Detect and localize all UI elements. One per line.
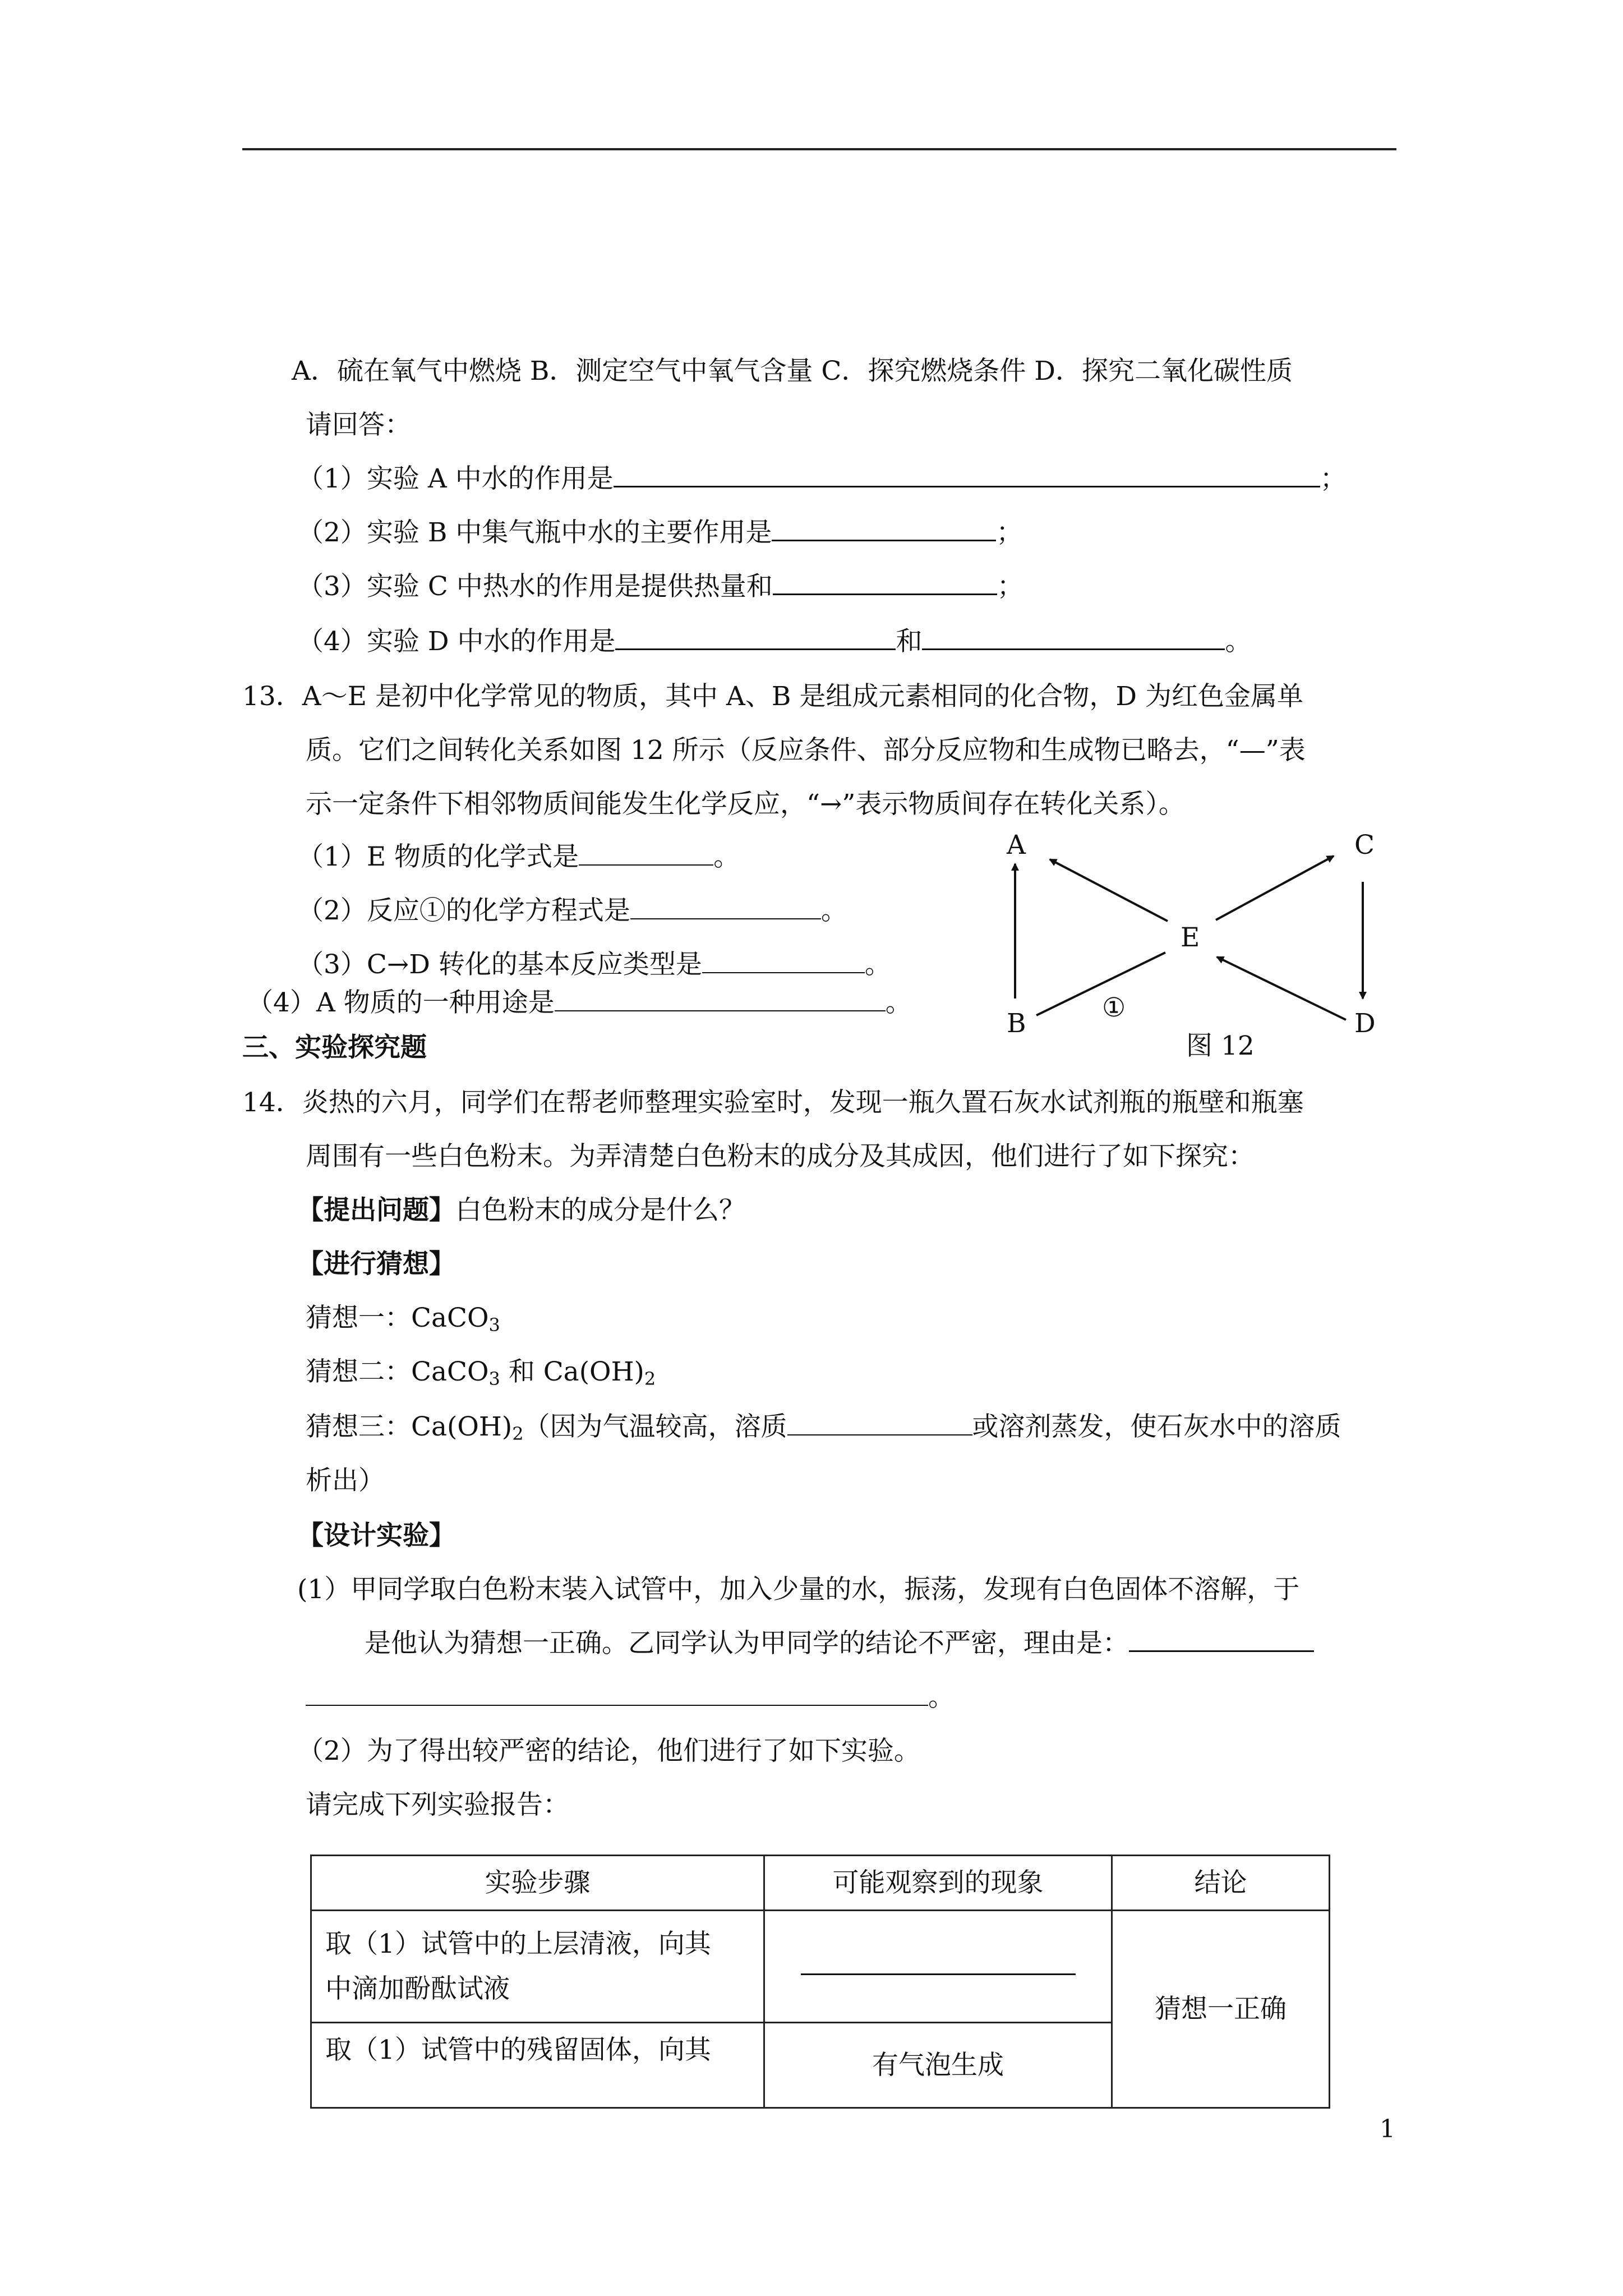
page-number: 1 bbox=[1380, 2115, 1395, 2143]
q12-sub2: （2）实验 B 中集气瓶中水的主要作用是 ； bbox=[297, 515, 1022, 551]
arrow-e-to-c bbox=[1216, 856, 1334, 920]
q13-sub3: （3）C→D 转化的基本反应类型是 。 bbox=[297, 947, 891, 983]
row2-step: 取（1）试管中的残留固体，向其 bbox=[311, 2023, 764, 2108]
hypothesis-2: 猜想二：CaCO$_3$ 和 $Ca(OH)_2$ bbox=[306, 1356, 656, 1389]
q13-line3: 示一定条件下相邻物质间能发生化学反应，“→”表示物质间存在转化关系）。 bbox=[306, 789, 1185, 820]
figure-caption: 图 12 bbox=[1186, 1030, 1255, 1061]
answer-blank[interactable] bbox=[630, 894, 821, 919]
answer-blank[interactable] bbox=[772, 515, 996, 541]
q12-prompt: 请回答： bbox=[306, 409, 411, 440]
answer-blank[interactable] bbox=[801, 1951, 1076, 1975]
q13-sub4: （4）A 物质的一种用途是 。 bbox=[247, 985, 912, 1021]
line-b-e bbox=[1036, 953, 1165, 1015]
hypothesis-3: 猜想三：$Ca(OH)_2$（因为气温较高，溶质 或溶剂蒸发，使石灰水中的溶质 bbox=[306, 1409, 1341, 1445]
q14-question: 【提出问题】白色粉末的成分是什么？ bbox=[297, 1195, 745, 1226]
section-heading: 三、实验探究题 bbox=[242, 1032, 427, 1063]
answer-blank[interactable] bbox=[555, 986, 886, 1011]
q12-sub4: （4）实验 D 中水的作用是 和 。 bbox=[297, 624, 1251, 660]
table-row bbox=[311, 1911, 1330, 2023]
experiment-report-table bbox=[310, 1855, 1330, 2109]
design-2: （2）为了得出较严密的结论，他们进行了如下实验。 bbox=[297, 1736, 920, 1766]
design-1-line3: 。 bbox=[306, 1680, 955, 1715]
node-a: A bbox=[1007, 830, 1026, 861]
q12-options-line: A．硫在氧气中燃烧 B．测定空气中氧气含量 C．探究燃烧条件 D．探究二氧化碳性质 bbox=[292, 356, 1293, 386]
row1-step: 取（1）试管中的上层清液，向其 中滴加酚酞试液 bbox=[311, 1911, 764, 2023]
q12-sub1: （1）实验 A 中水的作用是 ； bbox=[297, 461, 1347, 497]
answer-blank[interactable] bbox=[773, 569, 997, 595]
header-conclusion: 结论 bbox=[1112, 1856, 1330, 1911]
node-e: E bbox=[1181, 922, 1200, 953]
answer-blank[interactable] bbox=[579, 840, 713, 866]
q13-sub2: （2）反应①的化学方程式是 。 bbox=[297, 893, 847, 929]
q14-design-label: 【设计实验】 bbox=[297, 1520, 455, 1551]
arrow-e-to-a bbox=[1050, 859, 1168, 921]
header-rule bbox=[242, 148, 1396, 150]
figure-12 bbox=[987, 830, 1402, 1077]
design-1-line1: (1）甲同学取白色粉末装入试管中，加入少量的水，振荡，发现有白色固体不溶解，于 bbox=[297, 1574, 1300, 1605]
node-d: D bbox=[1354, 1008, 1376, 1039]
reaction-label: ① bbox=[1102, 992, 1126, 1023]
node-b: B bbox=[1007, 1008, 1026, 1039]
q13-sub1: （1）E 物质的化学式是 。 bbox=[297, 839, 740, 875]
row2-observation: 有气泡生成 bbox=[764, 2023, 1112, 2108]
node-c: C bbox=[1354, 830, 1375, 861]
header-observation: 可能观察到的现象 bbox=[764, 1856, 1112, 1911]
q13-line1: 13．A～E 是初中化学常见的物质，其中 A、B 是组成元素相同的化合物，D 为红色金属单 bbox=[242, 681, 1303, 712]
arrow-d-to-e bbox=[1217, 957, 1346, 1020]
q14-hypothesis-label: 【进行猜想】 bbox=[297, 1249, 455, 1280]
answer-blank[interactable] bbox=[615, 624, 896, 650]
design-1-line2: 是他认为猜想一正确。乙同学认为甲同学的结论不严密，理由是： bbox=[365, 1626, 1314, 1662]
row1-observation bbox=[764, 1911, 1112, 2023]
answer-blank[interactable] bbox=[614, 461, 1320, 487]
answer-blank[interactable] bbox=[922, 624, 1225, 650]
report-prompt: 请完成下列实验报告： bbox=[306, 1789, 569, 1820]
header-steps: 实验步骤 bbox=[311, 1856, 764, 1911]
answer-blank[interactable] bbox=[787, 1410, 972, 1435]
conclusion-cell: 猜想一正确 bbox=[1112, 1911, 1330, 2108]
q12-sub3: （3）实验 C 中热水的作用是提供热量和 ； bbox=[297, 569, 1023, 605]
answer-blank[interactable] bbox=[306, 1680, 928, 1706]
hypothesis-3-cont: 析出） bbox=[306, 1465, 385, 1496]
q13-line2: 质。它们之间转化关系如图 12 所示（反应条件、部分反应物和生成物已略去，“—”表 bbox=[306, 735, 1306, 766]
answer-blank[interactable] bbox=[702, 947, 865, 973]
hypothesis-1: 猜想一：CaCO$_3$ bbox=[306, 1303, 500, 1336]
table-header-row bbox=[311, 1856, 1330, 1911]
q14-line2: 周围有一些白色粉末。为弄清楚白色粉末的成分及其成因，他们进行了如下探究： bbox=[306, 1141, 1255, 1172]
answer-blank[interactable] bbox=[1129, 1626, 1314, 1652]
q14-line1: 14．炎热的六月，同学们在帮老师整理实验室时，发现一瓶久置石灰水试剂瓶的瓶壁和瓶塞 bbox=[242, 1087, 1304, 1118]
